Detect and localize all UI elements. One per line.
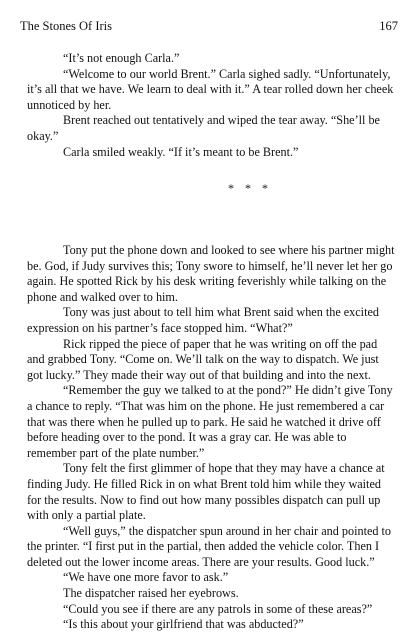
page-number: 167 <box>379 19 398 33</box>
paragraph: The dispatcher raised her eyebrows. <box>63 586 239 601</box>
paragraph: “Could you see if there are any patrols in some of these areas?” <box>63 601 373 616</box>
scene-one <box>27 51 397 160</box>
paragraph: Brent reached out tentatively and wiped the tear away. “She’ll be okay.” <box>27 113 380 143</box>
book-title: The Stones Of Iris <box>20 19 112 33</box>
paragraph: “It’s not enough Carla.” <box>63 51 180 65</box>
running-header <box>20 18 400 34</box>
paragraph: Tony was just about to tell him what Brent said when the excited expression on his partner’s face stopped him. “What?” <box>27 305 379 335</box>
scene-two <box>27 243 397 633</box>
paragraph: Rick ripped the piece of paper that he was writing on off the pad and grabbed Tony. “Come on. We’ll talk on the way to dispatch. We just got lucky.” They made their way out of that building and into the next. <box>27 336 379 382</box>
scene-break: * * * <box>228 181 272 195</box>
paragraph: “Welcome to our world Brent.” Carla sighed sadly. “Unfortunately, it’s all that we have. We learn to deal with it.” A tear rolled down her cheek unnoticed by her. <box>27 66 394 112</box>
paragraph: “Remember the guy we talked to at the pond?” He didn’t give Tony a chance to reply. “That was him on the phone. He just remembered a car that was there when he pulled up to park. He said he watched it drive off before heading over to the pond. It was a gray car. He was able to remember part of the plate number.” <box>27 383 393 460</box>
paragraph: Tony felt the first glimmer of hope that they may have a chance at finding Judy. He filled Rick in on what Brent told him while they waited for the results. Now to find out how many possibles dispatch can pull up with only a partial plate. <box>27 461 385 523</box>
paragraph: “We have one more favor to ask.” <box>63 570 229 585</box>
paragraph: “Is this about your girlfriend that was abducted?” <box>63 617 304 632</box>
paragraph: Carla smiled weakly. “If it’s meant to be Brent.” <box>63 144 299 159</box>
paragraph: Tony put the phone down and looked to see where his partner might be. God, if Judy survives this; Tony swore to himself, he’ll never let her go again. He spotted Rick by his desk writing feverishly while talking on the phone and walked over to him. <box>27 243 395 304</box>
paragraph: “Well guys,” the dispatcher spun around in her chair and pointed to the printer. “I first put in the partial, then added the vehicle color. Then I deleted out the lower income areas. There are your results. Good luck.” <box>27 523 391 569</box>
